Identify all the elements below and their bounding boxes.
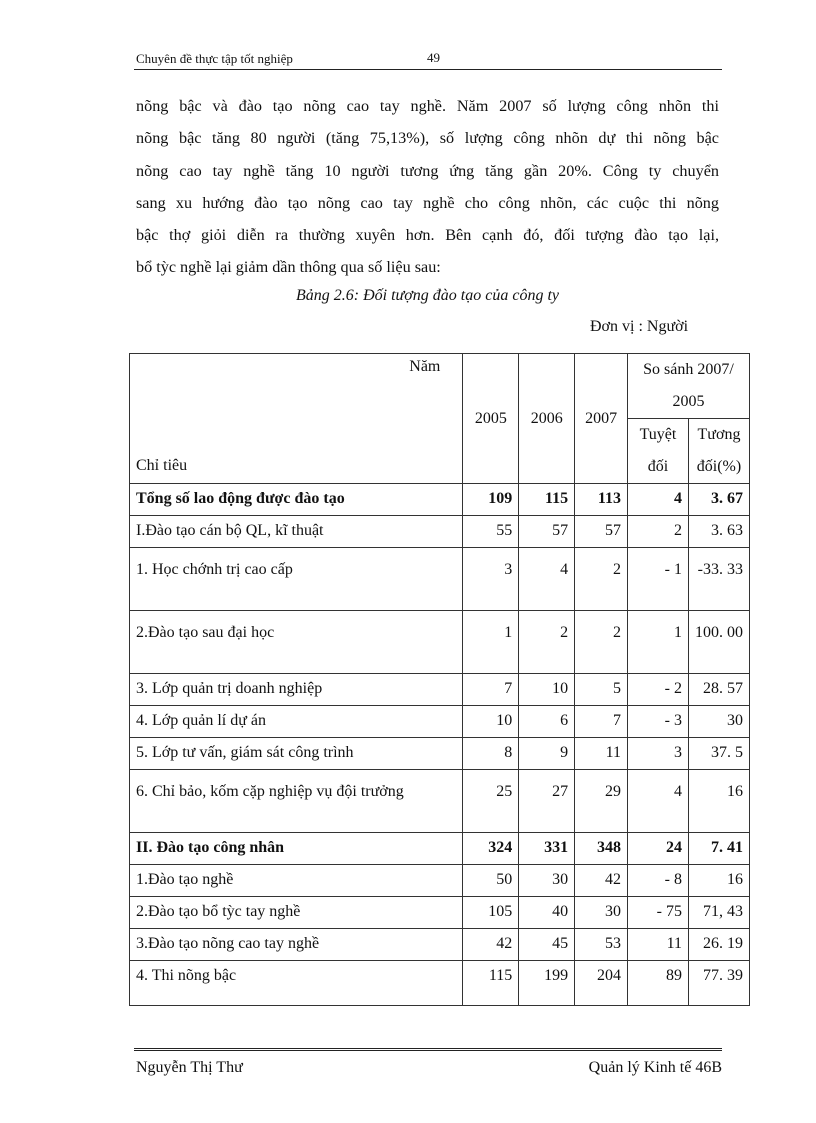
- body-paragraph: [136, 90, 719, 284]
- training-table: [129, 353, 750, 1006]
- cell-2007: 11: [575, 738, 628, 770]
- header-year-2006: 2006: [519, 354, 575, 484]
- table-row: [130, 961, 750, 1006]
- table-row: [130, 611, 750, 674]
- cell-relative: 3. 67: [688, 484, 749, 516]
- header-title: Chuyên đề thực tập tốt nghiệp: [136, 51, 293, 66]
- row-label: 5. Lớp tư vấn, giám sát công trình: [130, 738, 463, 770]
- table-row: [130, 738, 750, 770]
- cell-absolute: - 3: [628, 706, 689, 738]
- cell-relative: 37. 5: [688, 738, 749, 770]
- row-label: 1.Đào tạo nghề: [130, 865, 463, 897]
- cell-absolute: 4: [628, 770, 689, 833]
- header-year-2007: 2007: [575, 354, 628, 484]
- cell-2005: 10: [463, 706, 519, 738]
- header-indicator-label: Chỉ tiêu: [136, 457, 188, 474]
- paragraph-line: bậc thợ giỏi diễn ra thường xuyên hơn. Bên cạnh đó, đối tượng đào tạo lại,: [136, 226, 719, 245]
- cell-2005: 7: [463, 674, 519, 706]
- cell-2005: 1: [463, 611, 519, 674]
- cell-2005: 115: [463, 961, 519, 1006]
- cell-2006: 30: [519, 865, 575, 897]
- cell-relative: 71, 43: [688, 897, 749, 929]
- table-row: [130, 865, 750, 897]
- row-label: 2.Đào tạo bổ tỳc tay nghề: [130, 897, 463, 929]
- cell-2005: 3: [463, 548, 519, 611]
- cell-2007: 29: [575, 770, 628, 833]
- cell-2007: 113: [575, 484, 628, 516]
- header-year-2005: 2005: [463, 354, 519, 484]
- table-header-row: [130, 354, 750, 419]
- cell-absolute: 11: [628, 929, 689, 961]
- cell-2007: 348: [575, 833, 628, 865]
- cell-2006: 27: [519, 770, 575, 833]
- cell-2006: 4: [519, 548, 575, 611]
- cell-2005: 25: [463, 770, 519, 833]
- cell-2007: 2: [575, 611, 628, 674]
- row-label: 6. Chỉ bảo, kốm cặp nghiệp vụ đội trưởng: [130, 770, 463, 833]
- cell-relative: 16: [688, 865, 749, 897]
- cell-relative: 16: [688, 770, 749, 833]
- header-absolute: Tuyệt đối: [628, 419, 689, 484]
- page-number: 49: [427, 50, 440, 65]
- cell-relative: 30: [688, 706, 749, 738]
- cell-2006: 331: [519, 833, 575, 865]
- page-header: [134, 49, 722, 70]
- cell-relative: 3. 63: [688, 516, 749, 548]
- table-row: [130, 484, 750, 516]
- cell-relative: 7. 41: [688, 833, 749, 865]
- cell-2007: 2: [575, 548, 628, 611]
- cell-absolute: - 8: [628, 865, 689, 897]
- table-row: [130, 516, 750, 548]
- header-comparison: So sánh 2007/ 2005: [628, 354, 750, 419]
- cell-relative: 100. 00: [688, 611, 749, 674]
- cell-absolute: - 75: [628, 897, 689, 929]
- cell-2007: 42: [575, 865, 628, 897]
- paragraph-line: nõng bậc và đào tạo nõng cao tay nghề. Năm 2007 số lượng công nhõn thi: [136, 97, 719, 115]
- row-label: II. Đào tạo công nhân: [130, 833, 463, 865]
- cell-2005: 105: [463, 897, 519, 929]
- cell-2006: 57: [519, 516, 575, 548]
- cell-absolute: 4: [628, 484, 689, 516]
- cell-relative: -33. 33: [688, 548, 749, 611]
- table-caption: Bảng 2.6: Đối tượng đào tạo của công ty: [295, 287, 559, 304]
- cell-absolute: 89: [628, 961, 689, 1006]
- header-corner-cell: [130, 354, 463, 484]
- row-label: 4. Thi nõng bậc: [130, 961, 463, 1006]
- cell-2006: 45: [519, 929, 575, 961]
- cell-2005: 50: [463, 865, 519, 897]
- header-relative: Tương đối(%): [688, 419, 749, 484]
- cell-2007: 5: [575, 674, 628, 706]
- table-row: [130, 706, 750, 738]
- paragraph-line: sang xu hướng đào tạo nõng cao tay nghề cho công nhõn, các cuộc thi nõng: [136, 193, 719, 212]
- cell-relative: 26. 19: [688, 929, 749, 961]
- cell-2006: 10: [519, 674, 575, 706]
- row-label: 2.Đào tạo sau đại học: [130, 611, 463, 674]
- cell-absolute: 1: [628, 611, 689, 674]
- cell-2006: 9: [519, 738, 575, 770]
- cell-relative: 28. 57: [688, 674, 749, 706]
- row-label: 3. Lớp quản trị doanh nghiệp: [130, 674, 463, 706]
- paragraph-line: nõng bậc tăng 80 người (tăng 75,13%), số lượng công nhõn dự thi nõng bậc: [136, 129, 719, 148]
- cell-2007: 53: [575, 929, 628, 961]
- cell-2005: 109: [463, 484, 519, 516]
- cell-2006: 115: [519, 484, 575, 516]
- row-label: Tổng số lao động được đào tạo: [130, 484, 463, 516]
- footer-department: Quản lý Kinh tế 46B: [588, 1059, 722, 1076]
- paragraph-line: bổ tỳc nghề lại giảm dần thông qua số liệu sau:: [136, 258, 441, 277]
- cell-2007: 57: [575, 516, 628, 548]
- cell-absolute: 3: [628, 738, 689, 770]
- header-year-label: Năm: [409, 358, 441, 375]
- page-footer: [134, 1048, 722, 1076]
- cell-2005: 8: [463, 738, 519, 770]
- paragraph-line: nõng cao tay nghề tăng 10 người tương ứng tăng gần 20%. Công ty chuyển: [136, 161, 719, 180]
- cell-2005: 55: [463, 516, 519, 548]
- row-label: 1. Học chớnh trị cao cấp: [130, 548, 463, 611]
- cell-absolute: - 1: [628, 548, 689, 611]
- cell-absolute: - 2: [628, 674, 689, 706]
- cell-2006: 2: [519, 611, 575, 674]
- table-row: [130, 674, 750, 706]
- cell-2007: 30: [575, 897, 628, 929]
- table-row: [130, 929, 750, 961]
- row-label: 3.Đào tạo nõng cao tay nghề: [130, 929, 463, 961]
- cell-absolute: 2: [628, 516, 689, 548]
- unit-label: Đơn vị : Người: [590, 318, 689, 335]
- cell-2007: 204: [575, 961, 628, 1006]
- cell-absolute: 24: [628, 833, 689, 865]
- cell-2005: 324: [463, 833, 519, 865]
- table-row: [130, 770, 750, 833]
- cell-2007: 7: [575, 706, 628, 738]
- cell-2006: 40: [519, 897, 575, 929]
- footer-author: Nguyễn Thị Thư: [136, 1059, 243, 1076]
- cell-2005: 42: [463, 929, 519, 961]
- cell-2006: 6: [519, 706, 575, 738]
- row-label: 4. Lớp quản lí dự án: [130, 706, 463, 738]
- table-row: [130, 548, 750, 611]
- table-row: [130, 897, 750, 929]
- cell-relative: 77. 39: [688, 961, 749, 1006]
- cell-2006: 199: [519, 961, 575, 1006]
- table-row: [130, 833, 750, 865]
- row-label: I.Đào tạo cán bộ QL, kĩ thuật: [130, 516, 463, 548]
